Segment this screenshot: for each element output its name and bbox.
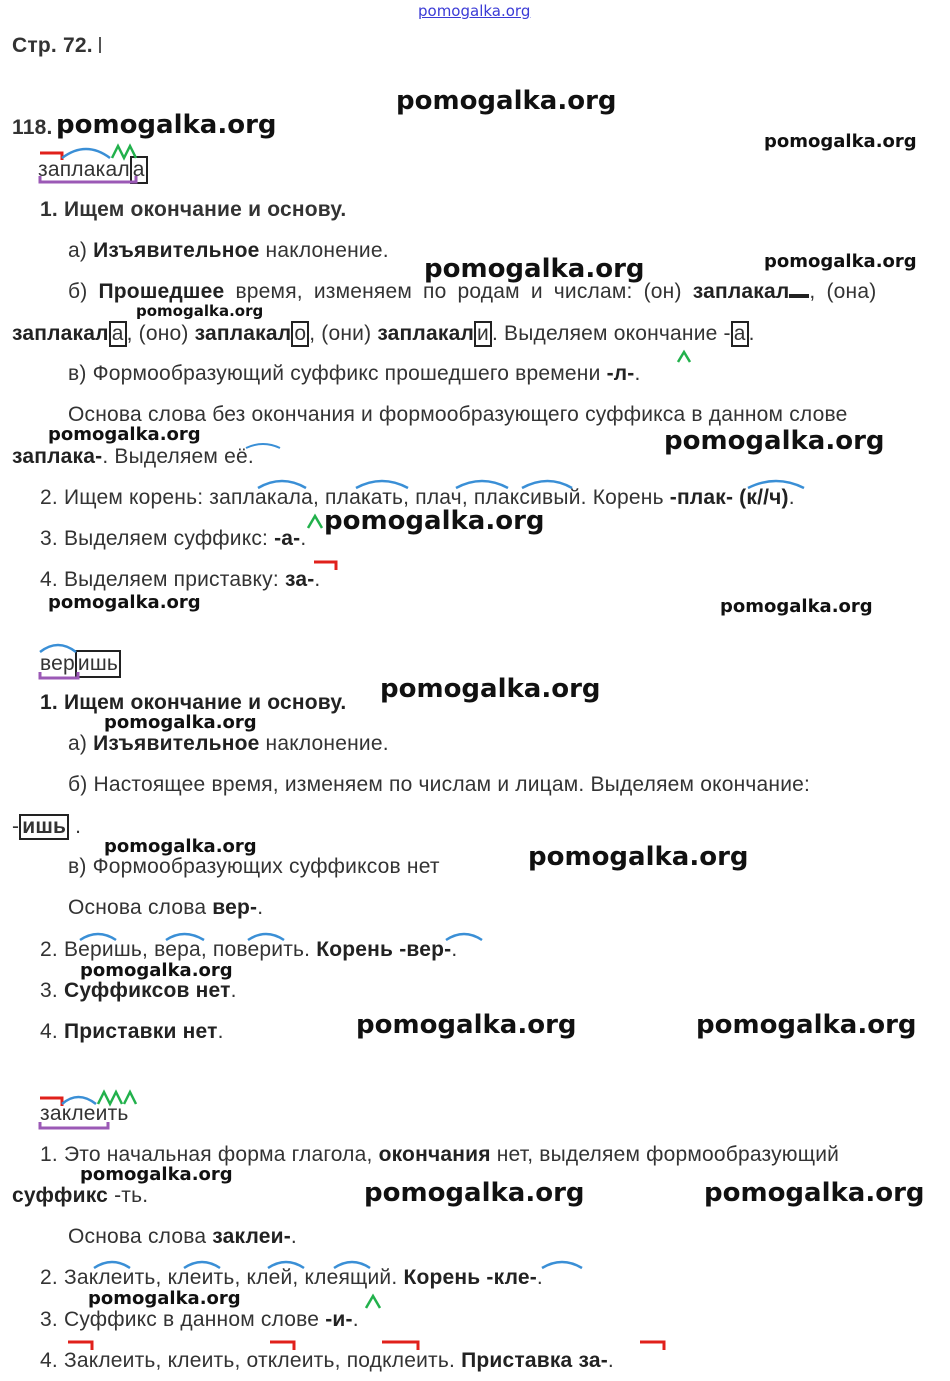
suffix-mark [98,1092,122,1104]
suffix-mark [308,516,322,528]
root-mark [334,1262,370,1268]
suffix-mark [112,146,136,158]
watermark: pomogalka.org [396,86,617,116]
ending-box: а [731,321,749,347]
prefix-mark [314,562,336,570]
ending-box: а [109,321,127,347]
base-mark [40,1122,108,1128]
root-mark [456,481,508,488]
watermark: pomogalka.org [104,836,257,857]
suffix-mark [678,352,690,362]
watermark: pomogalka.org [664,426,885,456]
watermark: pomogalka.org [48,592,201,613]
step-2: 2. Заклеить, клеить, клей, клеящий. Корень -кле-. [40,1266,543,1289]
watermark: pomogalka.org [356,1010,577,1040]
base-line: Основа слова вер-. [68,896,264,919]
root-mark [40,645,76,652]
root-mark [542,1262,582,1268]
ending-box: ишь [75,650,121,678]
root-mark [446,934,482,940]
prefix-mark [40,153,62,160]
base-line: Основа слова заклеи-. [68,1225,297,1248]
root-mark [356,481,408,488]
step-4: 4. Заклеить, клеить, отклеить, подклеить. Приставка за-. [40,1349,614,1372]
root-mark [62,1097,96,1104]
prefix-mark [382,1342,418,1350]
watermark: pomogalka.org [324,506,545,536]
watermark: pomogalka.org [696,1010,917,1040]
page-reference: Стр. 72. [12,34,101,58]
base-line2: заплака-. Выделяем её. [12,445,254,468]
task-number: 118. [12,116,53,139]
root-mark [248,934,284,940]
watermark: pomogalka.org [528,842,749,872]
step-1b-line1: б) Настоящее время, изменяем по числам и лицам. Выделяем окончание: [68,773,811,796]
step-1-line2: суффикс -ть. [12,1184,149,1207]
base-line1: Основа слова без окончания и формообразующего суффикса в данном слове [68,403,848,426]
ending-box: и [474,321,492,347]
step-1b-line2: - ишь . [12,815,82,838]
step-1: 1. Ищем окончание и основу. [40,691,347,714]
watermark: pomogalka.org [764,131,917,152]
parsed-word: заплакал а [38,156,148,184]
watermark: pomogalka.org [80,1164,233,1185]
step-1: 1. Ищем окончание и основу. [40,198,347,221]
root-mark [62,149,110,158]
watermark: pomogalka.org [104,712,257,733]
suffix-mark [124,1092,136,1104]
root-mark [258,481,306,488]
root-mark [94,1262,130,1268]
watermark: pomogalka.org [88,1288,241,1309]
step-1b-line1: б) Прошедшее время, изменяем по родам и числам: (он) заплакал , (она) [68,280,877,303]
prefix-mark [40,1098,62,1106]
root-mark [748,481,804,488]
watermark: pomogalka.org [704,1178,925,1208]
step-1-line1: 1. Это начальная форма глагола, окончания нет, выделяем формообразующий [40,1143,840,1166]
step-3: 3. Суффиксов нет. [40,979,237,1002]
root-mark [166,934,204,940]
watermark: pomogalka.org [380,674,601,704]
ending-box: ишь [19,814,69,840]
step-3: 3. Выделяем суффикс: -а-. [40,527,307,550]
step-1a: а) Изъявительное наклонение. [68,239,389,262]
step-1b-line2: заплакал а , (оно) заплакал о , (они) заплакал и . Выделяем окончание - а . [12,322,755,345]
parsed-word: вер ишь [40,650,121,678]
root-mark [80,934,116,940]
watermark: pomogalka.org [720,596,873,617]
base-mark [40,672,78,678]
step-3: 3. Суффикс в данном слове -и-. [40,1308,359,1331]
watermark: pomogalka.org [136,302,264,320]
step-1v: в) Формообразующий суффикс прошедшего времени -л-. [68,362,641,385]
base-mark [40,176,136,182]
suffix-mark [366,1296,380,1308]
ending-box: о [291,321,309,347]
parsed-word: заклеить [40,1102,129,1125]
step-2: 2. Веришь, вера, поверить. Корень -вер-. [40,938,458,961]
root-mark [522,481,572,488]
step-1v: в) Формообразующих суффиксов нет [68,855,440,878]
prefix-mark [640,1342,664,1350]
step-4: 4. Приставки нет. [40,1020,224,1043]
root-mark [268,1262,304,1268]
step-1a: а) Изъявительное наклонение. [68,732,389,755]
watermark[interactable]: pomogalka.org [418,2,531,20]
watermark: pomogalka.org [364,1178,585,1208]
watermark: pomogalka.org [56,110,277,140]
watermark: pomogalka.org [764,251,917,272]
watermark: pomogalka.org [424,254,645,284]
prefix-mark [68,1342,92,1350]
prefix-mark [270,1342,294,1350]
root-mark [184,1262,220,1268]
step-2: 2. Ищем корень: заплакала, плакать, плач, плаксивый. Корень -плак- (к//ч). [40,486,795,509]
base-mark [246,444,280,448]
watermark: pomogalka.org [80,960,233,981]
ending-box: а [130,156,148,184]
step-4: 4. Выделяем приставку: за-. [40,568,321,591]
watermark: pomogalka.org [48,424,201,445]
